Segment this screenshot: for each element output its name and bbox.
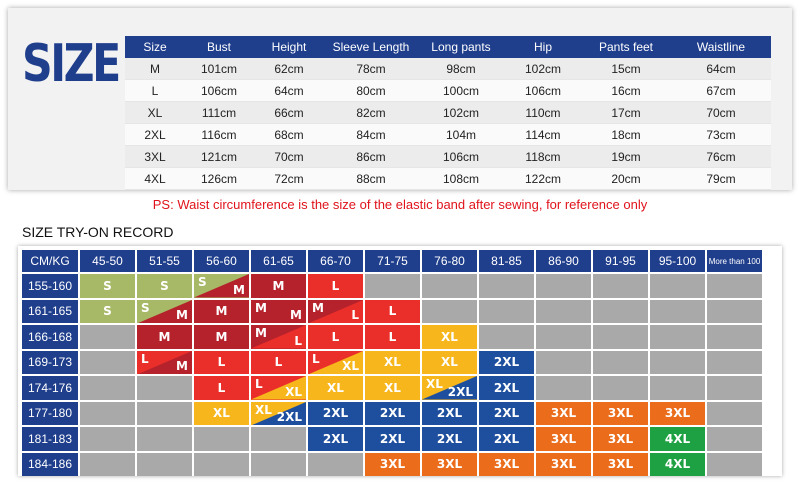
weight-col-header: 95-100 (650, 250, 705, 272)
size-cell: 73cm (671, 124, 771, 146)
height-row-label: 177-180 (22, 402, 78, 426)
tryon-cell: L (194, 351, 249, 375)
tryon-cell (80, 376, 135, 400)
size-cell: 108cm (417, 168, 505, 190)
tryon-cell: L (251, 351, 306, 375)
weight-col-header: 76-80 (422, 250, 477, 272)
size-cell: 79cm (671, 168, 771, 190)
tryon-cell (593, 325, 648, 349)
size-cell: 86cm (325, 146, 417, 168)
tryon-cell (251, 300, 306, 324)
height-row-label: 169-173 (22, 351, 78, 375)
split-cell-lower-size: M (290, 308, 302, 322)
tryon-cell: 2XL (479, 402, 534, 426)
size-cell: 78cm (325, 58, 417, 80)
tryon-cell (137, 376, 192, 400)
tryon-cell (650, 325, 705, 349)
size-cell: L (125, 80, 185, 102)
size-col-header: Long pants (417, 36, 505, 58)
tryon-cell (80, 351, 135, 375)
tryon-cell: L (308, 274, 363, 298)
size-table-header (125, 36, 771, 58)
tryon-cell: 2XL (422, 427, 477, 451)
split-cell-upper-size: S (141, 300, 150, 315)
split-cell-lower-size: XL (342, 359, 359, 373)
size-table (125, 36, 771, 190)
size-row (125, 102, 771, 124)
tryon-cell: L (365, 325, 420, 349)
tryon-cell (707, 402, 762, 426)
tryon-cell (707, 351, 762, 375)
tryon-cell (251, 376, 306, 400)
tryon-cell (707, 453, 762, 477)
tryon-cell: 3XL (422, 453, 477, 477)
size-cell: 62cm (253, 58, 325, 80)
tryon-cell: XL (365, 351, 420, 375)
tryon-cell: XL (194, 402, 249, 426)
size-col-header: Waistline (671, 36, 771, 58)
size-cell: 101cm (185, 58, 253, 80)
size-cell: 3XL (125, 146, 185, 168)
weight-col-header: More than 100 (707, 250, 762, 272)
split-cell-upper-size: L (312, 351, 320, 366)
split-cell-lower-size: L (351, 308, 359, 322)
tryon-cell (80, 325, 135, 349)
tryon-cell: 3XL (593, 402, 648, 426)
size-cell: 70cm (671, 102, 771, 124)
height-row-label: 161-165 (22, 300, 78, 324)
size-cell: 116cm (185, 124, 253, 146)
tryon-cell (650, 274, 705, 298)
split-cell-lower-size: 2XL (276, 410, 302, 424)
tryon-cell (251, 453, 306, 477)
tryon-cell: 2XL (308, 427, 363, 451)
size-chart-panel (8, 8, 792, 190)
split-cell-lower-size: 2XL (447, 384, 473, 399)
tryon-cell: 3XL (536, 402, 591, 426)
size-cell: 106cm (185, 80, 253, 102)
split-cell-upper-size: L (141, 351, 149, 366)
tryon-cell (479, 300, 534, 324)
size-cell: 114cm (505, 124, 581, 146)
size-row (125, 168, 771, 190)
size-cell: 15cm (581, 58, 671, 80)
size-cell: 64cm (253, 80, 325, 102)
size-cell: 80cm (325, 80, 417, 102)
size-cell: 18cm (581, 124, 671, 146)
tryon-cell: 3XL (365, 453, 420, 477)
size-cell: 122cm (505, 168, 581, 190)
split-cell-upper-size: XL (255, 402, 272, 417)
split-cell-upper-size: M (255, 300, 267, 315)
tryon-cell: 2XL (365, 402, 420, 426)
tryon-cell (308, 453, 363, 477)
tryon-cell (707, 376, 762, 400)
size-col-header: Hip (505, 36, 581, 58)
tryon-cell (194, 453, 249, 477)
size-cell: 118cm (505, 146, 581, 168)
size-cell: 19cm (581, 146, 671, 168)
size-cell: 16cm (581, 80, 671, 102)
split-cell-lower-size: M (176, 308, 188, 322)
tryon-cell (308, 351, 363, 375)
split-cell-upper-size: S (198, 275, 207, 289)
tryon-cell (137, 427, 192, 451)
tryon-cell: S (137, 274, 192, 298)
tryon-cell (707, 300, 762, 324)
tryon-cell (194, 427, 249, 451)
tryon-cell: 2XL (479, 351, 534, 375)
tryon-cell (650, 376, 705, 400)
tryon-cell: XL (422, 351, 477, 375)
tryon-cell (536, 376, 591, 400)
tryon-cell (137, 402, 192, 426)
tryon-title: SIZE TRY-ON RECORD (22, 224, 174, 240)
size-cell: 70cm (253, 146, 325, 168)
split-cell-upper-size: XL (426, 377, 443, 391)
size-row (125, 124, 771, 146)
tryon-cell: 3XL (536, 427, 591, 451)
size-cell: 66cm (253, 102, 325, 124)
split-cell-lower-size: M (176, 359, 188, 373)
split-cell-lower-size: L (294, 333, 302, 348)
weight-col-header: 71-75 (365, 250, 420, 272)
tryon-grid (18, 246, 782, 476)
tryon-cell: 3XL (593, 427, 648, 451)
tryon-cell (80, 402, 135, 426)
size-cell: 84cm (325, 124, 417, 146)
tryon-cell (365, 274, 420, 298)
height-row-label: 174-176 (22, 376, 78, 400)
tryon-cell (707, 427, 762, 451)
size-col-header: Pants feet (581, 36, 671, 58)
size-col-header: Height (253, 36, 325, 58)
size-cell: 4XL (125, 168, 185, 190)
tryon-cell: 3XL (593, 453, 648, 477)
tryon-cell (536, 351, 591, 375)
size-cell: 106cm (417, 146, 505, 168)
size-cell: 121cm (185, 146, 253, 168)
tryon-cell (479, 274, 534, 298)
weight-col-header: 66-70 (308, 250, 363, 272)
size-cell: 82cm (325, 102, 417, 124)
tryon-cell (593, 376, 648, 400)
tryon-cell (536, 325, 591, 349)
split-cell-upper-size: M (255, 326, 267, 340)
size-col-header: Bust (185, 36, 253, 58)
size-cell: 110cm (505, 102, 581, 124)
tryon-cell: 2XL (365, 427, 420, 451)
tryon-cell (137, 453, 192, 477)
tryon-cell: 4XL (650, 453, 705, 477)
weight-col-header: 81-85 (479, 250, 534, 272)
tryon-cell (422, 376, 477, 400)
tryon-cell: XL (365, 376, 420, 400)
tryon-cell (137, 300, 192, 324)
weight-col-header: 61-65 (251, 250, 306, 272)
tryon-cell (251, 402, 306, 426)
tryon-cell: S (80, 274, 135, 298)
tryon-cell (593, 300, 648, 324)
tryon-cell: M (137, 325, 192, 349)
size-col-header: Sleeve Length (325, 36, 417, 58)
tryon-cell: S (80, 300, 135, 324)
size-cell: 106cm (505, 80, 581, 102)
tryon-cell (137, 351, 192, 375)
tryon-cell (80, 427, 135, 451)
split-cell-lower-size: M (233, 282, 245, 297)
tryon-cell: 3XL (479, 453, 534, 477)
tryon-cell (536, 300, 591, 324)
tryon-cell: L (308, 325, 363, 349)
tryon-cell (593, 351, 648, 375)
height-row-label: 155-160 (22, 274, 78, 298)
size-cell: XL (125, 102, 185, 124)
tryon-cell: 3XL (536, 453, 591, 477)
tryon-cell (593, 274, 648, 298)
size-cell: 111cm (185, 102, 253, 124)
split-cell-upper-size: L (255, 377, 263, 391)
tryon-cell (536, 274, 591, 298)
tryon-cell: 2XL (308, 402, 363, 426)
tryon-cell (422, 274, 477, 298)
size-cell: 67cm (671, 80, 771, 102)
waist-note: PS: Waist circumference is the size of the elastic band after sewing, for reference only (152, 197, 648, 212)
tryon-cell (251, 325, 306, 349)
tryon-cell: 4XL (650, 427, 705, 451)
size-cell: 64cm (671, 58, 771, 80)
tryon-cell: M (251, 274, 306, 298)
size-cell: 88cm (325, 168, 417, 190)
split-cell-lower-size: XL (285, 384, 302, 399)
tryon-cell: 2XL (479, 376, 534, 400)
size-row (125, 80, 771, 102)
size-col-header: Size (125, 36, 185, 58)
weight-col-header: 91-95 (593, 250, 648, 272)
tryon-cell (650, 351, 705, 375)
weight-col-header: 51-55 (137, 250, 192, 272)
tryon-cell (707, 325, 762, 349)
size-cell: 104m (417, 124, 505, 146)
tryon-cell: L (194, 376, 249, 400)
tryon-cell (479, 325, 534, 349)
height-row-label: 184-186 (22, 453, 78, 477)
size-cell: 17cm (581, 102, 671, 124)
tryon-cell: XL (422, 325, 477, 349)
size-table-body (125, 58, 771, 190)
tryon-cell: 2XL (479, 427, 534, 451)
tryon-cell: M (194, 300, 249, 324)
size-row (125, 146, 771, 168)
tryon-cell (194, 274, 249, 298)
tryon-cell (251, 427, 306, 451)
size-cell: 126cm (185, 168, 253, 190)
size-heading: SIZE (22, 34, 119, 94)
height-row-label: 166-168 (22, 325, 78, 349)
split-cell-upper-size: M (312, 300, 324, 315)
weight-col-header: 56-60 (194, 250, 249, 272)
tryon-cell: 3XL (650, 402, 705, 426)
size-cell: 2XL (125, 124, 185, 146)
tryon-cell (308, 300, 363, 324)
tryon-cell (707, 274, 762, 298)
tryon-cell: L (365, 300, 420, 324)
size-cell: M (125, 58, 185, 80)
size-cell: 72cm (253, 168, 325, 190)
size-cell: 102cm (505, 58, 581, 80)
size-cell: 68cm (253, 124, 325, 146)
size-cell: 100cm (417, 80, 505, 102)
size-cell: 98cm (417, 58, 505, 80)
tryon-cell: XL (308, 376, 363, 400)
size-cell: 102cm (417, 102, 505, 124)
tryon-cell: M (194, 325, 249, 349)
weight-col-header: 86-90 (536, 250, 591, 272)
tryon-cell (650, 300, 705, 324)
tryon-cell (422, 300, 477, 324)
size-cell: 76cm (671, 146, 771, 168)
weight-col-header: 45-50 (80, 250, 135, 272)
tryon-cell: 2XL (422, 402, 477, 426)
size-row (125, 58, 771, 80)
tryon-corner-label: CM/KG (22, 250, 78, 272)
height-row-label: 181-183 (22, 427, 78, 451)
size-cell: 20cm (581, 168, 671, 190)
tryon-cell (80, 453, 135, 477)
